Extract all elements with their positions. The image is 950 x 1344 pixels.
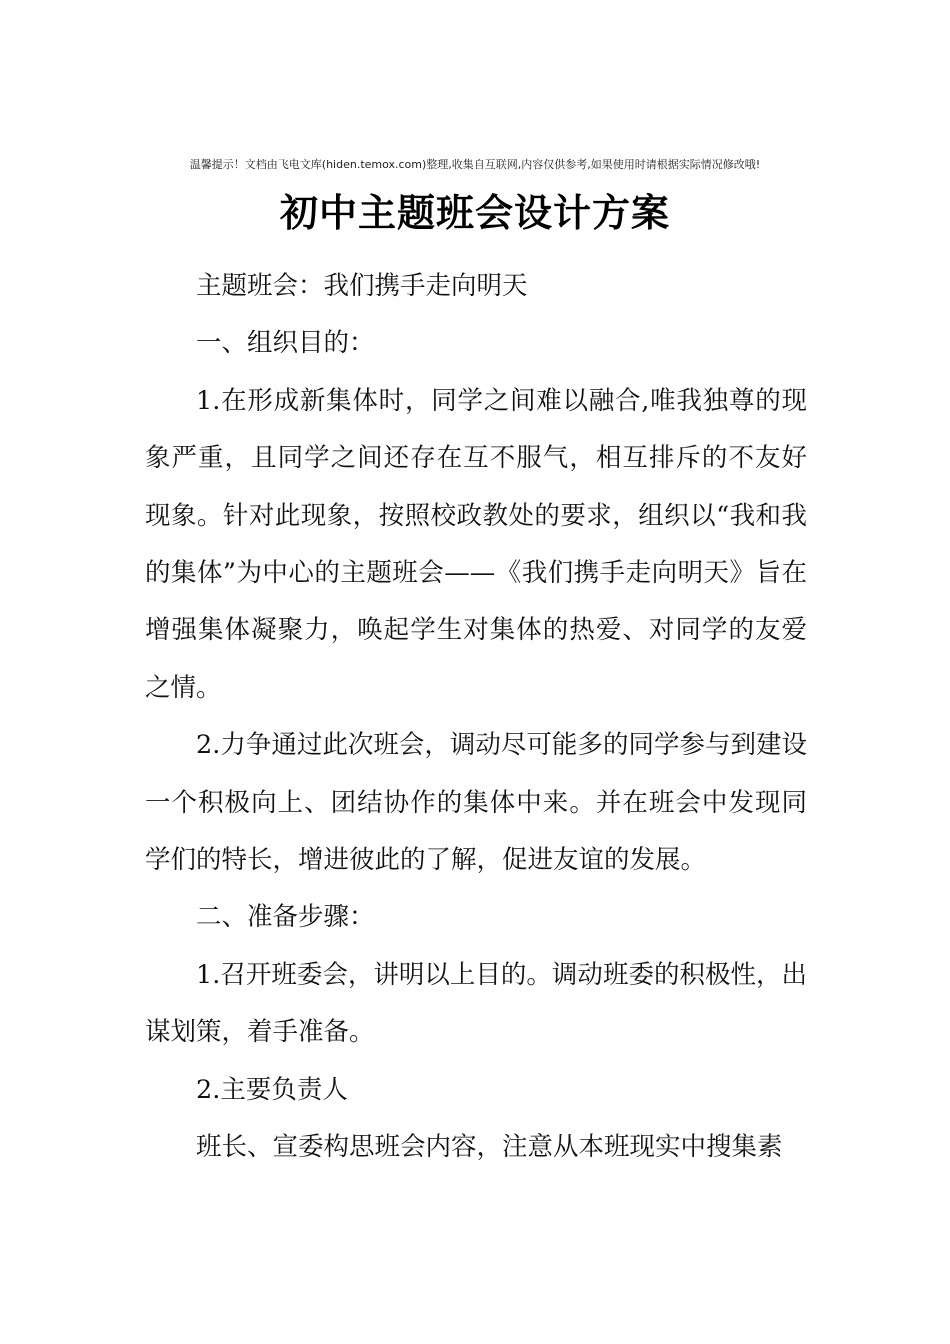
preparation-item-2: 2.主要负责人	[196, 1074, 348, 1105]
preparation-item-1: 1.召开班委会，讲明以上目的。调动班委的积极性，出谋划策，着手准备。	[145, 959, 807, 1048]
document-notice: 温馨提示！文档由飞电文库(hiden.temox.com)整理,收集自互联网,内容仅供参考,如果使用时请根据实际情况修改哦!	[189, 158, 761, 171]
document-body	[145, 258, 807, 1177]
purpose-item-1: 1.在形成新集体时，同学之间难以融合,唯我独尊的现象严重，且同学之间还存在互不服气，相互排斥的不友好现象。针对此现象，按照校政教处的要求，组织以“我和我的集体”为中心的主题班会——《我们携手走向明天》旨在增强集体凝聚力，唤起学生对集体的热爱、对同学的友爱之情。	[145, 385, 807, 703]
theme-line: 主题班会：我们携手走向明天	[196, 271, 528, 301]
document-title: 初中主题班会设计方案	[279, 191, 670, 235]
purpose-item-2: 2.力争通过此次班会，调动尽可能多的同学参与到建设一个积极向上、团结协作的集体中来。并在班会中发现同学们的特长，增进彼此的了解，促进友谊的发展。	[145, 730, 807, 876]
section-heading-purpose: 一、组织目的：	[196, 328, 375, 359]
responsibility-paragraph: 班长、宣委构思班会内容，注意从本班现实中搜集素	[196, 1132, 783, 1163]
section-heading-preparation: 二、准备步骤：	[196, 902, 375, 933]
